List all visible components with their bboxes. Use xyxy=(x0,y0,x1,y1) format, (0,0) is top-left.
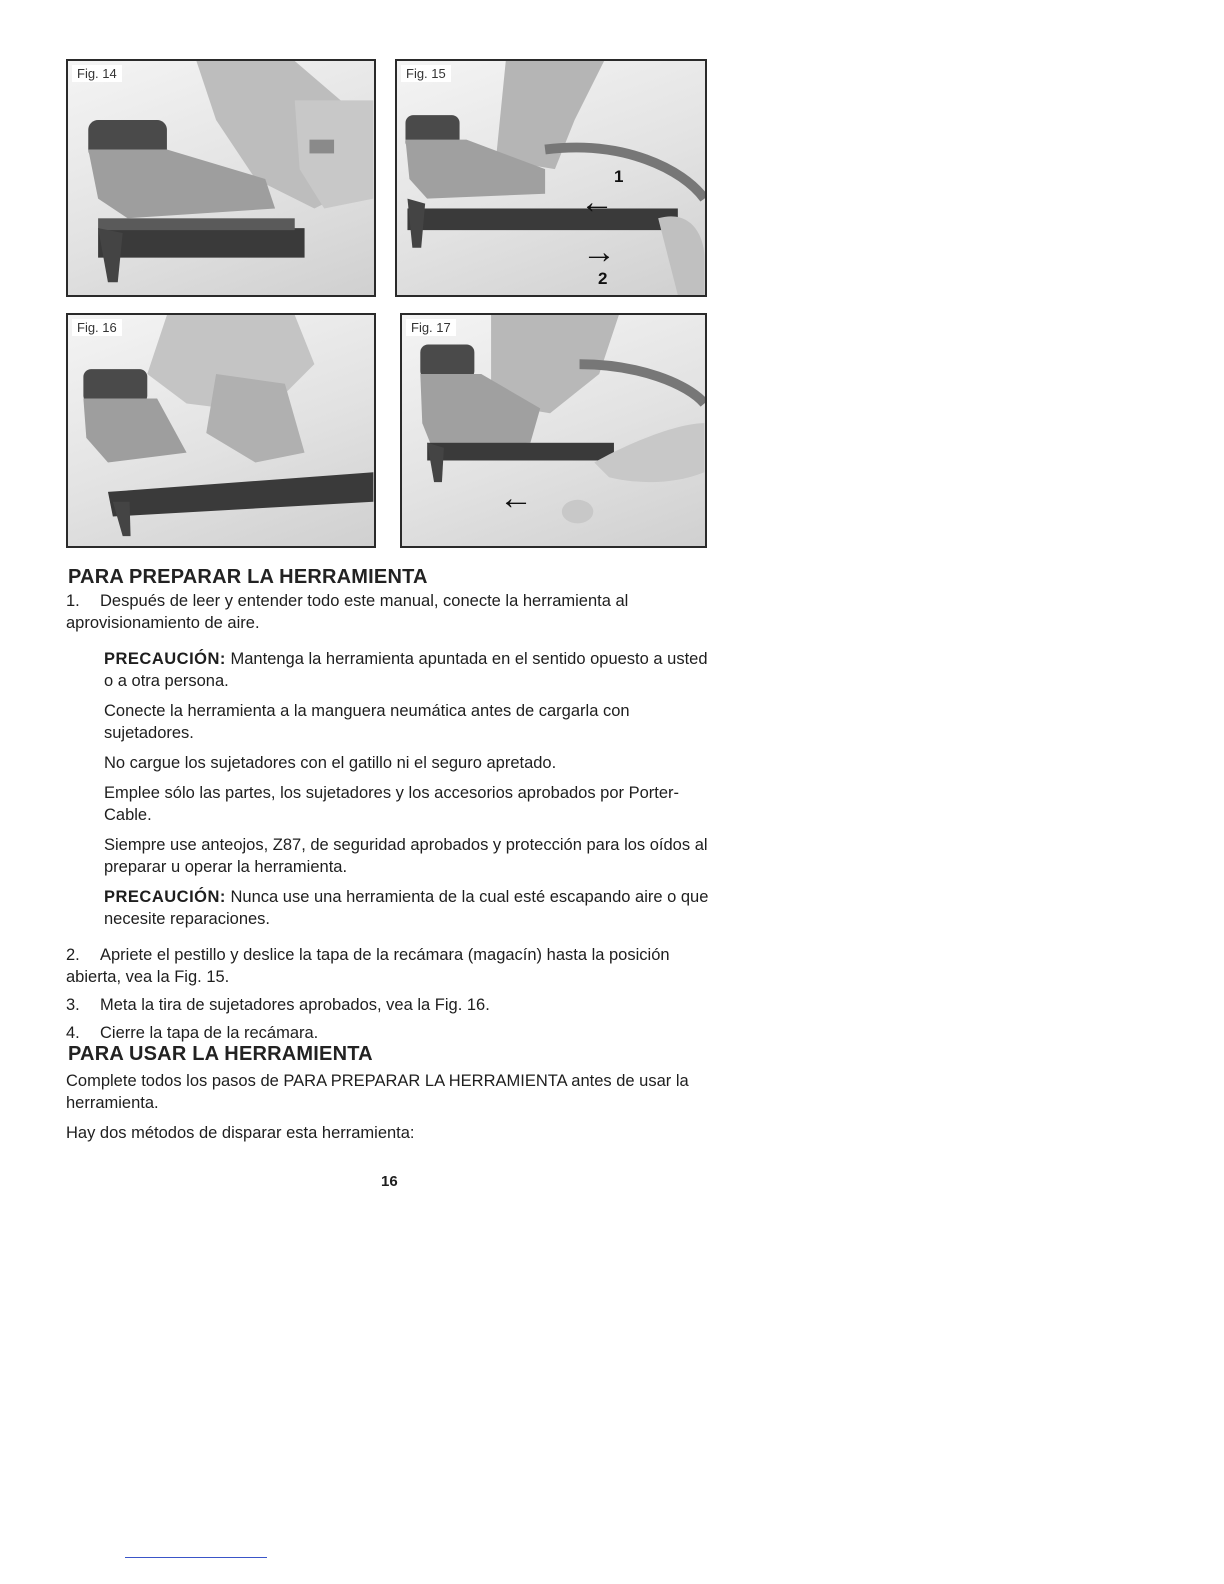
section-heading-prepare: PARA PREPARAR LA HERRAMIENTA xyxy=(68,566,428,588)
figure-label: Fig. 16 xyxy=(72,319,122,336)
use-paragraph-1: Complete todos los pasos de PARA PREPARAR LA HERRAMIENTA antes de usar la herramienta. xyxy=(66,1072,689,1112)
step-1: 1. Después de leer y entender todo este manual, conecte la herramienta al aprovisionamiento de aire. xyxy=(66,592,629,632)
stapler-photo-illustration xyxy=(68,315,374,546)
callout-2: 2 xyxy=(598,269,608,288)
arrow-right: → xyxy=(582,233,616,271)
callout-1: 1 xyxy=(614,167,624,186)
note-do-not-load: No cargue los sujetadores con el gatillo ni el seguro apretado. xyxy=(104,754,557,772)
figure-label: Fig. 17 xyxy=(406,319,456,336)
caution-2: PRECAUCIÓN: Nunca use una herramienta de la cual esté escapando aire o que necesite reparaciones. xyxy=(104,888,709,928)
note-approved-parts: Emplee sólo las partes, los sujetadores y los accesorios aprobados por Porter-Cable. xyxy=(104,784,680,824)
arrow-left: ← xyxy=(580,183,614,221)
section-heading-use: PARA USAR LA HERRAMIENTA xyxy=(68,1043,373,1065)
use-paragraph-2: Hay dos métodos de disparar esta herramienta: xyxy=(66,1124,415,1142)
figure-label: Fig. 15 xyxy=(401,65,451,82)
figure-label: Fig. 14 xyxy=(72,65,122,82)
figure-15 xyxy=(395,59,707,297)
stapler-photo-illustration xyxy=(68,61,374,295)
step-4: 4. Cierre la tapa de la recámara. xyxy=(66,1024,319,1042)
figure-17 xyxy=(400,313,707,548)
note-safety-glasses: Siempre use anteojos, Z87, de seguridad aprobados y protección para los oídos al preparar u operar la herramienta. xyxy=(104,836,708,876)
use-instructions xyxy=(66,1070,712,1144)
footer-rule xyxy=(125,1557,267,1558)
step-3: 3. Meta la tira de sujetadores aprobados, vea la Fig. 16. xyxy=(66,996,490,1014)
page-number: 16 xyxy=(381,1173,398,1190)
stapler-photo-illustration xyxy=(397,61,705,295)
step-2: 2. Apriete el pestillo y deslice la tapa de la recámara (magacín) hasta la posición abierta, vea la Fig. 15. xyxy=(66,946,670,986)
figure-14 xyxy=(66,59,376,297)
figure-16 xyxy=(66,313,376,548)
caution-1: PRECAUCIÓN: Mantenga la herramienta apuntada en el sentido opuesto a usted o a otra persona. xyxy=(104,650,708,690)
note-connect-hose: Conecte la herramienta a la manguera neumática antes de cargarla con sujetadores. xyxy=(104,702,630,742)
arrow-left: ← xyxy=(499,479,533,517)
prepare-instructions xyxy=(66,590,712,1044)
stapler-photo-illustration xyxy=(402,315,705,546)
